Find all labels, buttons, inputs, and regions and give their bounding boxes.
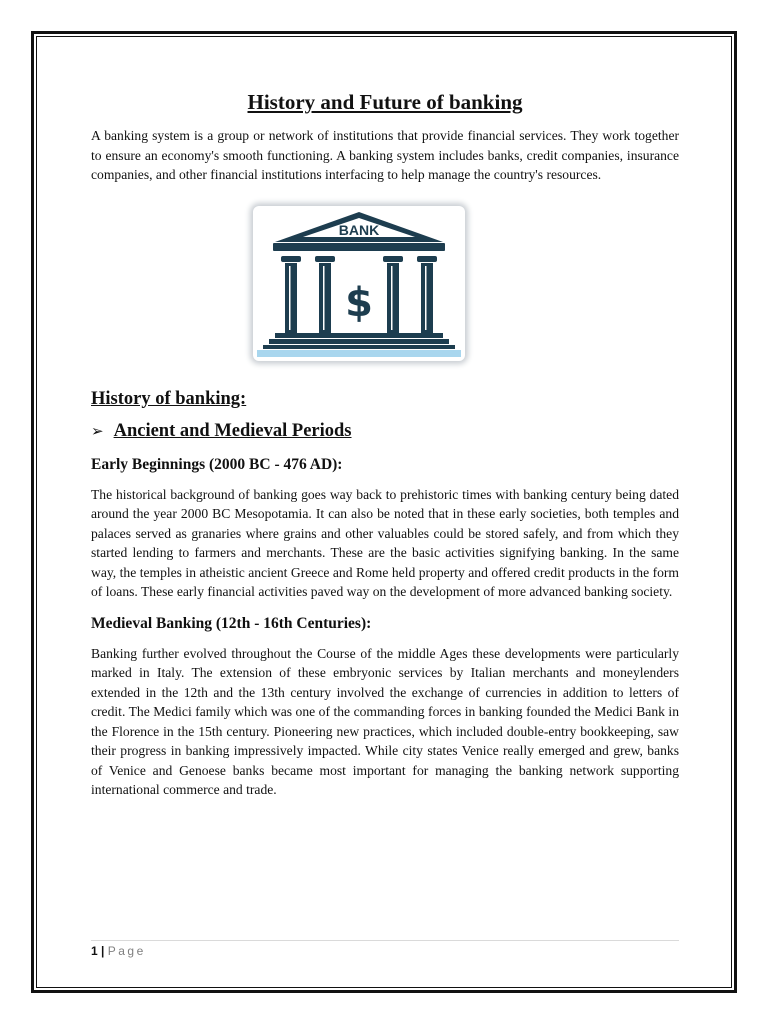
- page-footer: [91, 944, 146, 958]
- bank-sign-text: BANK: [338, 221, 380, 238]
- arrow-bullet-icon: ➢: [91, 421, 104, 440]
- bank-illustration: [253, 206, 465, 361]
- document-body: [91, 88, 679, 800]
- dollar-sign-icon: $: [345, 279, 373, 326]
- page-number: 1: [91, 944, 98, 958]
- page-separator: |: [101, 944, 105, 958]
- subsection-heading-text: Ancient and Medieval Periods: [113, 420, 352, 441]
- paragraph-early-beginnings: The historical background of banking goes way back to prehistoric times with banking century being dated around the year 2000 BC Mesopotamia. It can also be noted that in these early societies, both temples and palaces served as granaries where grains and other valuables could be stored safely, and from which they started lending to farmers and merchants. These are the basic activities signifying banking. In the same way, the temples in atheistic ancient Greece and Rome held property and offered credit products in the form of loans. These early financial activities paved way on the development of more advanced banking society.: [91, 486, 679, 599]
- bank-building-icon: [253, 206, 465, 361]
- intro-paragraph: A banking system is a group or network of institutions that provide financial services. They work together to ensure an economy's smooth functioning. A banking system includes banks, credit companies, insurance companies, and other financial institutions interfacing to help manage the country's resources.: [91, 128, 679, 182]
- paragraph-medieval-banking: Banking further evolved throughout the Course of the middle Ages these developments were particularly marked in Italy. The extension of these embryonic services by Italian merchants and moneylenders extended in the 12th and the 13th century involved the exchange of currencies in addition to letters of credit. The Medici family which was one of the commanding forces in banking founded the Medici Bank in the Florence in the 15th century. Pioneering new practices, which included double-entry bookkeeping, saw their progress in banking impressively impacted. While city states Venice really emerged and grew, banks of Venice and Genoese banks became most important for managing the banking network supporting international commerce and trade.: [91, 645, 679, 797]
- document-title: History and Future of banking: [247, 90, 523, 114]
- heading-medieval-banking: Medieval Banking (12th - 16th Centuries):: [91, 614, 372, 632]
- subsection-heading-ancient: [91, 419, 679, 443]
- section-heading-history: History of banking:: [91, 388, 247, 409]
- footer-divider: [91, 940, 679, 941]
- heading-early-beginnings: Early Beginnings (2000 BC - 476 AD):: [91, 455, 343, 473]
- page-label: Page: [107, 944, 146, 958]
